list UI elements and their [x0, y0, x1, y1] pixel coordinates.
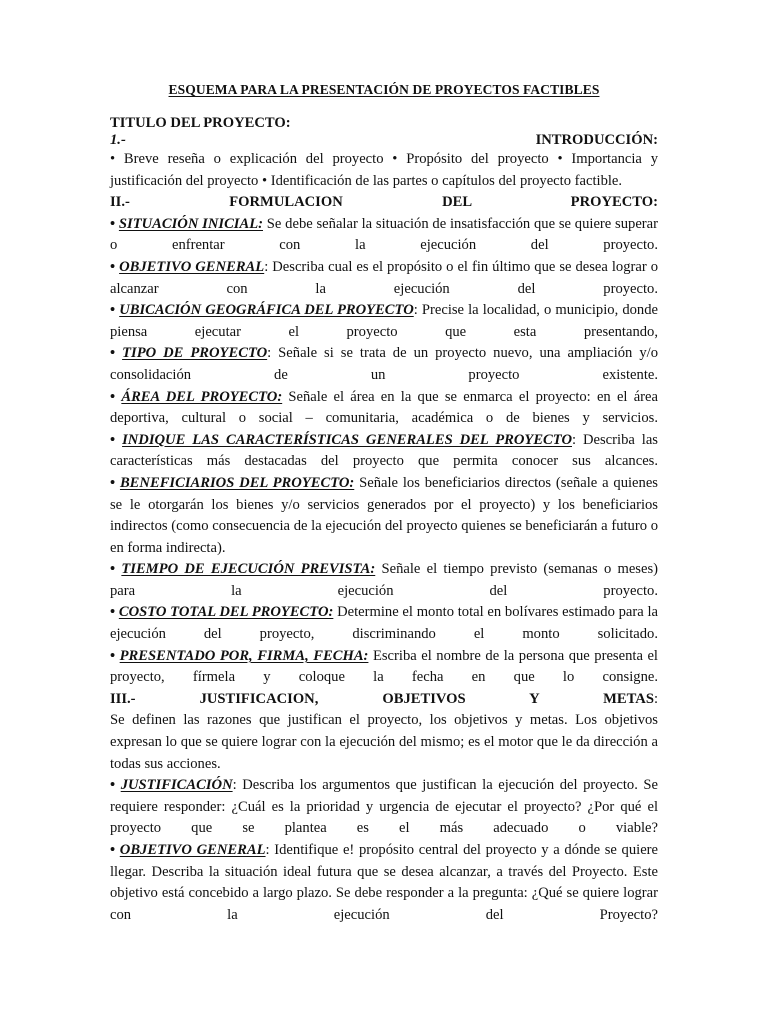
document-title: ESQUEMA PARA LA PRESENTACIÓN DE PROYECTOS FACTIBLES [168, 82, 600, 97]
project-title-line: TITULO DEL PROYECTO: [110, 115, 291, 131]
item-text: : Identifique e! propósito central del proyecto y a dónde se quiere llegar. Describa la situación ideal futura que se desea alcanzar, a través del Proyecto. Este objetivo está concebido a largo plazo. Se debe responder a la pregunta: ¿Qué se quiere lograr con la ejecución del Proyecto? [110, 842, 659, 923]
item-label: OBJETIVO GENERAL [119, 842, 266, 858]
document-body [110, 115, 658, 926]
item-label: OBJETIVO GENERAL [119, 258, 265, 275]
justificacion-heading-text: III.- JUSTIFICACION, OBJETIVOS Y METAS [110, 690, 654, 707]
bullet-glyph: • [110, 302, 120, 319]
bullet-glyph: • [110, 604, 119, 621]
bullet-glyph: • [110, 561, 122, 578]
intro-number: 1.- [110, 132, 126, 148]
justificacion-intro: Se definen las razones que justifican el proyecto, los objetivos y metas. Los objetivos expresan lo que se quiere lograr con la ejecución del mismo; es el motor que le da dirección a todas sus acciones. [110, 712, 658, 772]
bullet-glyph: • [110, 842, 120, 858]
justificacion-heading [110, 689, 658, 711]
item-ubicacion-geografica [110, 300, 658, 343]
item-text: Señale los beneficiarios directos (señale a quienes se le otorgarán los bienes y/o servicios generados por el proyecto) y los beneficiarios indirectos (como consecuencia de la ejecución del proyecto quienes se beneficiarán a futuro o en forma indirecta). [110, 474, 658, 556]
item-text: : Describa cual es el propósito o el fin último que se desea lograr o alcanzar con la ejecución del proyecto. [110, 258, 658, 297]
intro-text: • Breve reseña o explicación del proyecto • Propósito del proyecto • Importancia y justificación del proyecto • Identificación de las partes o capítulos del proyecto factible. [110, 151, 658, 189]
bullet-glyph: • [110, 388, 122, 405]
item-label: JUSTIFICACIÓN [120, 777, 233, 794]
item-label: SITUACIÓN INICIAL: [118, 215, 263, 232]
item-text: Se debe señalar la situación de insatisfacción que se quiere superar o enfrentar con la ejecución del proyecto. [110, 215, 659, 254]
item-area-proyecto [110, 387, 658, 430]
justificacion-heading-colon: : [653, 690, 658, 707]
item-label: ÁREA DEL PROYECTO: [121, 388, 283, 405]
item-objetivo-general-2 [110, 840, 658, 926]
bullet-glyph: • [110, 647, 120, 664]
item-justificacion [110, 775, 658, 840]
item-text: Señale el tiempo previsto (semanas o meses) para la ejecución del proyecto. [110, 561, 659, 599]
item-label: COSTO TOTAL DEL PROYECTO: [118, 604, 334, 621]
bullet-glyph: • [110, 345, 123, 362]
bullet-glyph: • [110, 258, 120, 275]
intro-heading-row [110, 131, 658, 149]
item-text: Determine el monto total en bolívares estimado para la ejecución del proyecto, discriminando el monto solicitado. [110, 604, 658, 643]
formulacion-heading: II.- FORMULACION DEL PROYECTO: [110, 194, 658, 211]
item-beneficiarios [110, 473, 658, 559]
intro-heading: INTRODUCCIÓN: [535, 132, 658, 148]
item-text: Escriba el nombre de la persona que presenta el proyecto, fírmela y coloque la fecha en que lo consigne. [110, 647, 658, 686]
item-text: : Describa las características más destacadas del proyecto que permita conocer sus alcances. [110, 431, 658, 470]
item-caracteristicas-generales [110, 430, 658, 473]
item-text: Señale el área en la que se enmarca el proyecto: en el área deportiva, cultural o social – comunitaria, académica o de bienes y servicios. [110, 388, 658, 427]
bullet-glyph: • [110, 777, 121, 794]
item-label: TIEMPO DE EJECUCIÓN PREVISTA: [121, 561, 376, 578]
bullet-glyph: • [110, 431, 123, 448]
item-label: UBICACIÓN GEOGRÁFICA DEL PROYECTO [119, 302, 414, 319]
item-label: PRESENTADO POR, FIRMA, FECHA: [119, 647, 369, 664]
item-label: INDIQUE LAS CARACTERÍSTICAS GENERALES DEL PROYECTO [122, 431, 572, 448]
item-presentado-por [110, 646, 658, 689]
item-label: TIPO DE PROYECTO [122, 345, 268, 362]
bullet-glyph: • [110, 215, 119, 232]
item-objetivo-general [110, 257, 658, 300]
item-situacion-inicial [110, 214, 658, 257]
item-text: : Describa los argumentos que justifican la ejecución del proyecto. Se requiere responder: ¿Cuál es la prioridad y urgencia de ejecutar el proyecto? ¿Por qué el proyecto que se plantea es el más adecuado o viable? [110, 777, 659, 837]
item-text: : Señale si se trata de un proyecto nuevo, una ampliación y/o consolidación de un proyecto existente. [110, 345, 658, 383]
item-tipo-proyecto [110, 343, 658, 386]
item-label: BENEFICIARIOS DEL PROYECTO: [119, 474, 355, 491]
bullet-glyph: • [110, 474, 120, 491]
item-tiempo-ejecucion [110, 559, 658, 602]
item-costo-total [110, 602, 658, 645]
item-text: : Precise la localidad, o municipio, donde piensa ejecutar el proyecto que esta presentando, [110, 302, 658, 340]
